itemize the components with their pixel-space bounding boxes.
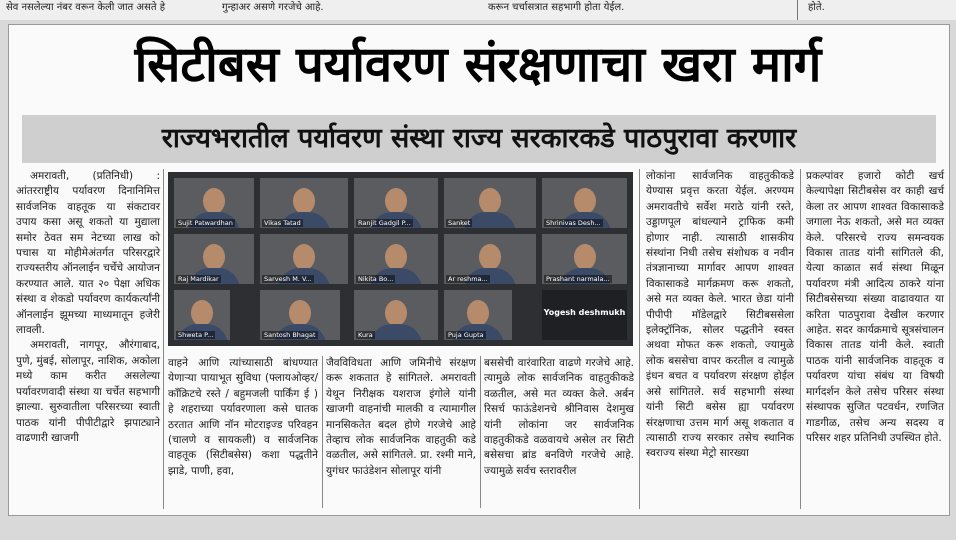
participant-tile: Puja Gupta <box>444 290 512 340</box>
column-2-text: वाहने आणि त्यांच्यासाठी बांधण्यात येणाऱ्या पायाभूत सुविधा (फ्लायओव्हर/काँक्रिटचे रस्ते / बहुमजली पार्किंग ई ) हे शहराच्या पर्यावरणाला कसे घातक ठरतात आणि नॉन मोटराइज्ड परिवहन (चालणे व सायकली) व सार्वजनिक वाहतूक (सिटीबसेस) कशा पद्धतीने झाडे, पाणी, हवा, <box>168 357 318 477</box>
participant-tile: Vikas Tatad <box>260 178 348 228</box>
participant-tile: Prashant narmala... <box>542 234 627 284</box>
article-column-5 <box>646 169 794 509</box>
participant-tile: Sarvesh M. V... <box>260 234 348 284</box>
participant-tile: Sanket <box>444 178 536 228</box>
column-rule <box>480 356 481 508</box>
headline: सिटीबस पर्यावरण संरक्षणाचा खरा मार्ग <box>134 36 822 93</box>
column-rule <box>163 169 164 509</box>
article-column-2 <box>168 356 318 508</box>
strip-text-right: होते. <box>808 2 825 13</box>
participant-tile-video-off <box>542 290 627 340</box>
participant-tile: Raj Mardikar <box>174 234 254 284</box>
zoom-meeting-photo <box>168 172 633 346</box>
previous-article-strip <box>0 0 956 20</box>
article-column-6 <box>806 169 944 509</box>
participant-tile: Sujit Patwardhan <box>174 178 254 228</box>
column-3-text: जैवविविधता आणि जमिनीचे संरक्षण करू शकतात हे सांगितले. अमरावती येथून निरीक्षक यशराज इंगोले यांनी खाजगी वाहनांची मालकी व त्यामागील मानसिकतेत बदल होणे गरजेचे आहे तेव्हाच लोक सार्वजनिक वाहतुकी कडे वळतील, असे सांगितले. प्रा. रश्मी माने, युगंधर फाउंडेशन सोलापूर यांनी <box>326 357 476 477</box>
participant-tile: Kura <box>354 290 438 340</box>
page-bottom-margin <box>8 516 948 540</box>
participant-name-label: Yogesh deshmukh <box>543 308 626 317</box>
subheadline: राज्यभरातील पर्यावरण संस्था राज्य सरकारकडे पाठपुरावा करणार <box>22 115 936 163</box>
column-rule <box>639 169 640 509</box>
strip-text-mid-right: करून चर्चासत्रात सहभागी होता येईल. <box>488 2 625 13</box>
article-column-4 <box>484 356 634 508</box>
column-rule <box>800 169 801 509</box>
column-5-text: लोकांना सार्वजनिक वाहतुकीकडे येण्यास प्रवृत्त करता येईल. अरण्यम अमरावतीचे सर्वेश मराठे यांनी रस्ते, उड्डाणपूल बांधल्याने ट्राफिक कमी होणार नाही. त्यासाठी शासकीय संस्थांना निधी तसेच संशोधक व नवीन तंत्रज्ञानाच्या मार्गावर आपण शाश्वत विकासाकडे मार्गक्रमण करू शकतो, असे मत व्यक्त केले. भारत छेडा यांनी पीपीपी मॉडेलद्वारे सिटीबससेला इलेक्ट्रॉनिक, सोलर पद्धतीने स्वस्त अथवा मोफत करू शकतो, ज्यामुळे लोक बससेचा वापर करतील व त्यामुळे इंधन बचत व पर्यावरण संरक्षण होईल असे सांगितले. सर्व सहभागी संस्था यांनी सिटी बसेस ह्या पर्यावरण संरक्षणाचा उत्तम मार्ग असू शकतात व त्यासाठी राज्य सरकार तसेच स्थानिक स्वराज्य संस्था मेट्रो सारख्या <box>646 170 794 460</box>
strip-text-mid-left: गुन्हाअर असणे गरजेचे आहे. <box>222 2 324 13</box>
participant-tile: Santosh Bhagat <box>260 290 340 340</box>
column-4-text: बससेची वारंवारिता वाढणे गरजेचे आहे. त्यामुळे लोक सार्वजनिक वाहतुकीकडे वळतील, असे मत व्यक्त केले. अर्बन रिसर्च फाऊंडेशनचे श्रीनिवास देशमुख यांनी लोकांना जर सार्वजनिक वाहतुकीकडे वळवायचे असेल तर सिटी बसेसचा ब्रांड बनविणे गरजेचे आहे. ज्यामुळे सर्वच स्तरावरील <box>484 357 634 477</box>
article-column-1 <box>16 169 160 509</box>
participant-tile: Nikita Bo... <box>354 234 438 284</box>
participant-tile: Ranjit Gadgil P... <box>354 178 438 228</box>
strip-text-left: सेव नसलेल्या नंबर वरून केली जात असते हे <box>6 2 166 13</box>
column-1-paragraph-2: अमरावती, नागपूर, औरंगाबाद, पुणे, मुंबई, सोलापूर, नाशिक, अकोला मध्ये काम करीत असलेल्या पर्यावरणवादी संस्था या चर्चेत सहभागी झाल्या. सुरुवातीला परिसरच्या स्वाती पाठक यांनी पीपीटीद्वारे झपाट्याने वाढणारी खाजगी <box>16 339 160 444</box>
participant-tile: Shweta P... <box>174 290 230 340</box>
strip-divider <box>797 0 798 20</box>
participant-tile: Shrinivas Desh... <box>542 178 627 228</box>
column-6-text: प्रकल्पांवर हजारो कोटी खर्च केल्यापेक्षा सिटीबसेस वर काही खर्च केला तर आपण शाश्वत विकासाकडे जगाला नेऊ शकतो, असे मत व्यक्त केले. परिसरचे राज्य समन्वयक विकास तातड यांनी सांगितले की, येत्या काळात सर्व संस्था मिळून पर्यावरण मंत्री आदित्य ठाकरे यांना सिटीबसेसच्या संख्या वाढावयात या करिता पाठपुरावा देखील करणार आहेत. सदर कार्यक्रमाचे सूत्रसंचालन विकास तातड यांनी केले. स्वाती पाठक यांनी सार्वजनिक वाहतूक व पर्यावरण यांचा संबंध या विषयी मार्गदर्शन केले तसेच परिसर संस्था संस्थापक सुजित पटवर्धन, रणजित गाडगीळ, तसेच अन्य सदस्य व परिसर शहर प्रतिनिधी उपस्थित होते. <box>806 170 944 444</box>
article-column-3 <box>326 356 476 508</box>
participant-tile: Ar reshma... <box>444 234 536 284</box>
column-1-paragraph-1: अमरावती, (प्रतिनिधी) : आंतरराष्ट्रीय पर्यावरण दिनानिमित्त सार्वजनिक वाहतूक या संकटावर उपाय कसा असू शकतो या मुद्याला समोर ठेवत सम नेटच्या लाख को पचास या मोहीमेअंतर्गत परिसरद्वारे राज्यस्तरीय ऑनलाईन चर्चेचे आयोजन करण्यात आले. यात २० पेक्षा अधिक संस्था व शेकडो पर्यावरण कार्यकर्त्यांनी ऑनलाईन झूमच्या माध्यमातून हजेरी लावली. <box>16 170 160 337</box>
column-rule <box>322 356 323 508</box>
